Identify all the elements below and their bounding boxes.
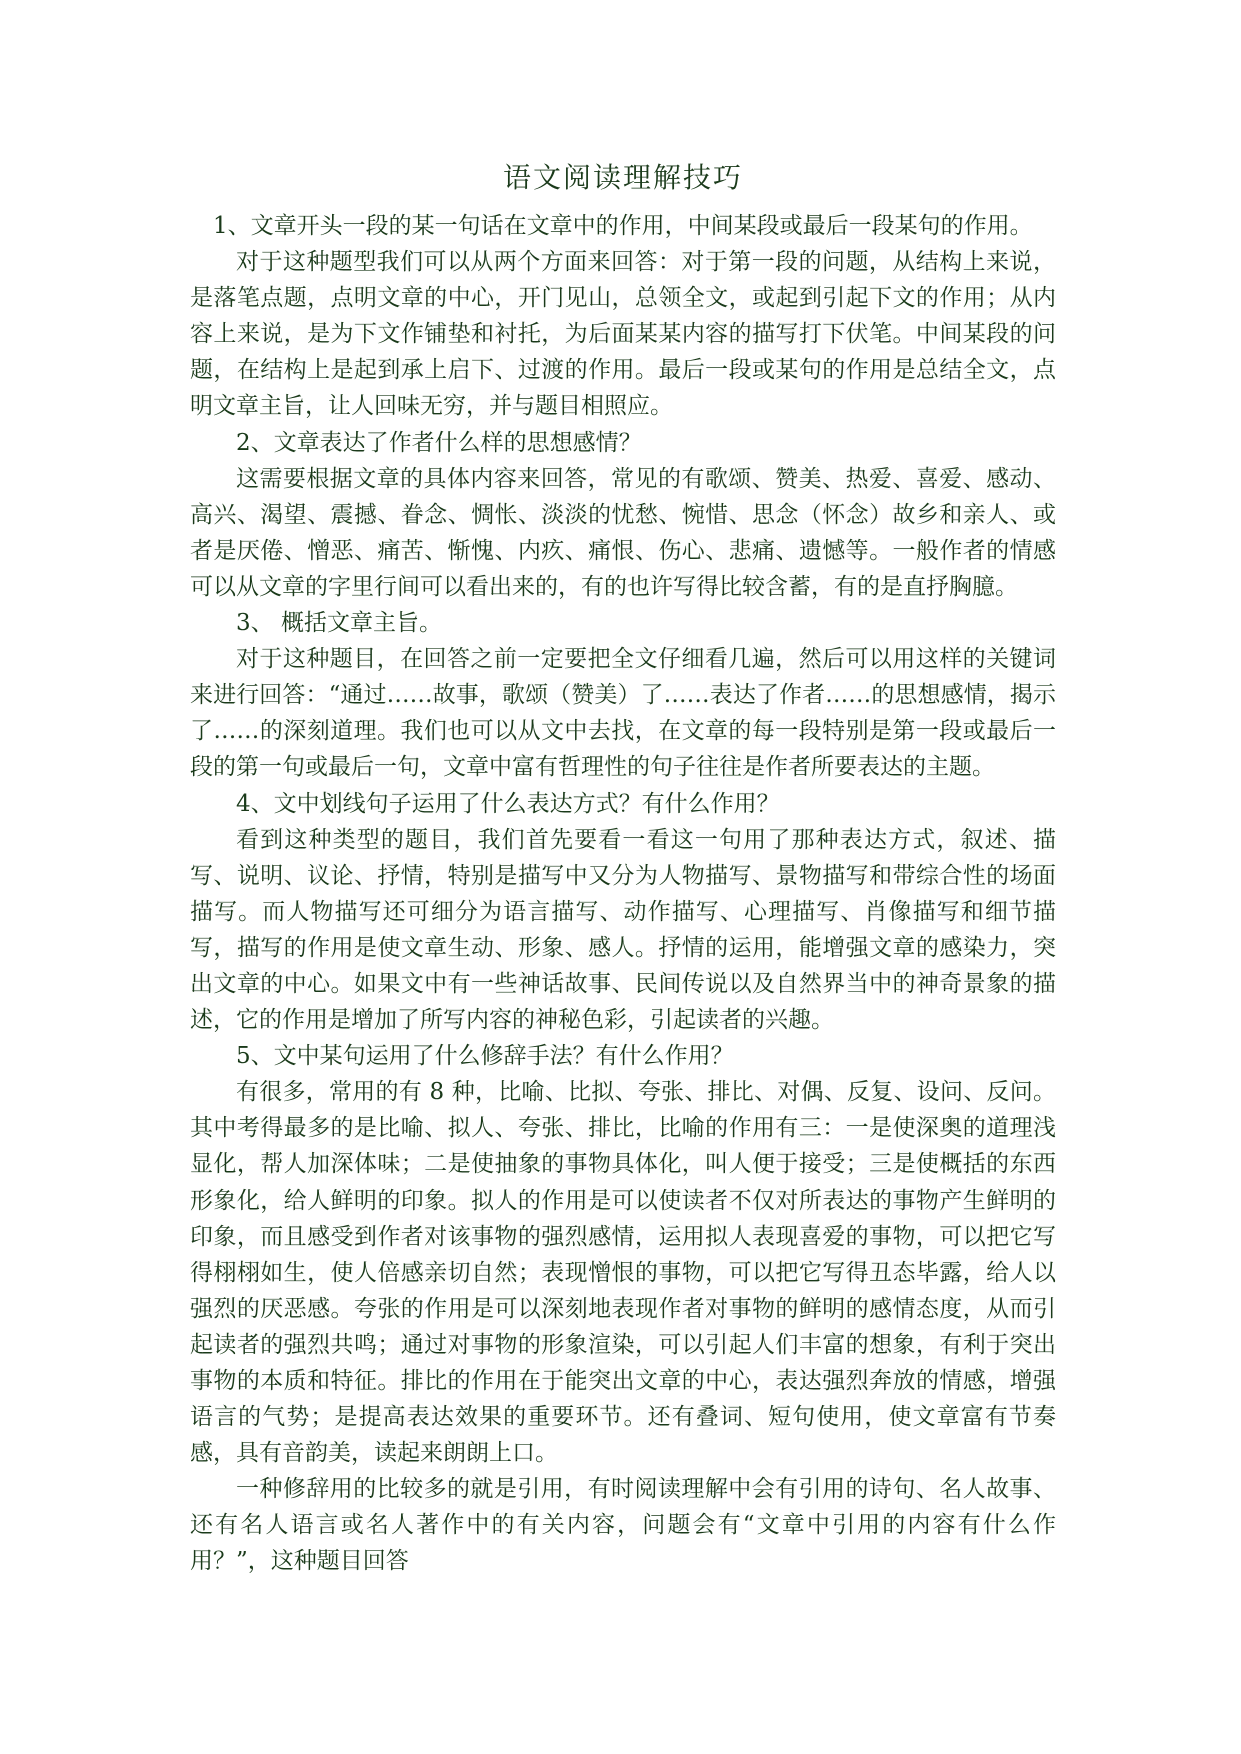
document-page	[190, 158, 1056, 1580]
document-title: 语文阅读理解技巧	[502, 161, 743, 194]
answer-1-paragraph: 对于这种题型我们可以从两个方面来回答：对于第一段的问题，从结构上来说，是落笔点题，点明文章的中心，开门见山，总领全文，或起到引起下文的作用；从内容上来说，是为下文作铺垫和衬托，为后面某某内容的描写打下伏笔。中间某段的问题，在结构上是起到承上启下、过渡的作用。最后一段或某句的作用是总结全文，点明文章主旨，让人回味无穷，并与题目相照应。	[190, 249, 1056, 420]
question-3-heading: 3、 概括文章主旨。	[236, 610, 442, 637]
answer-4-paragraph: 看到这种类型的题目，我们首先要看一看这一句用了那种表达方式，叙述、描写、说明、议论、抒情，特别是描写中又分为人物描写、景物描写和带综合性的场面描写。而人物描写还可细分为语言描写、动作描写、心理描写、肖像描写和细节描写，描写的作用是使文章生动、形象、感人。抒情的运用，能增强文章的感染力，突出文章的中心。如果文中有一些神话故事、民间传说以及自然界当中的神奇景象的描述，它的作用是增加了所写内容的神秘色彩，引起读者的兴趣。	[190, 826, 1056, 1034]
question-1-heading: 1、文章开头一段的某一句话在文章中的作用，中间某段或最后一段某句的作用。	[213, 213, 1033, 239]
answer-3-paragraph: 对于这种题目，在回答之前一定要把全文仔细看几遍，然后可以用这样的关键词来进行回答：“通过……故事，歌颂（赞美）了……表达了作者……的思想感情，揭示了……的深刻道理。我们也可以从文中去找，在文章的每一段特别是第一段或最后一段的第一句或最后一句，文章中富有哲理性的句子往往是作者所要表达的主题。	[190, 646, 1056, 781]
answer-2-paragraph: 这需要根据文章的具体内容来回答，常见的有歌颂、赞美、热爱、喜爱、感动、高兴、渴望、震撼、眷念、惆怅、淡淡的忧愁、惋惜、思念（怀念）故乡和亲人、或者是厌倦、憎恶、痛苦、惭愧、内疚、痛恨、伤心、悲痛、遗憾等。一般作者的情感可以从文章的字里行间可以看出来的，有的也许写得比较含蓄，有的是直抒胸臆。	[190, 465, 1056, 600]
quotation-paragraph: 一种修辞用的比较多的就是引用，有时阅读理解中会有引用的诗句、名人故事、还有名人语言或名人著作中的有关内容，问题会有“文章中引用的内容有什么作用？”，这种题目回答	[190, 1476, 1056, 1575]
question-2-heading: 2、文章表达了作者什么样的思想感情？	[236, 429, 642, 456]
answer-5-paragraph: 有很多，常用的有 8 种，比喻、比拟、夸张、排比、对偶、反复、设问、反问。其中考得最多的是比喻、拟人、夸张、排比，比喻的作用有三：一是使深奥的道理浅显化，帮人加深体味；二是使抽象的事物具体化，叫人便于接受；三是使概括的东西形象化，给人鲜明的印象。拟人的作用是可以使读者不仅对所表达的事物产生鲜明的印象，而且感受到作者对该事物的强烈感情，运用拟人表现喜爱的事物，可以把它写得栩栩如生，使人倍感亲切自然；表现憎恨的事物，可以把它写得丑态毕露，给人以强烈的厌恶感。夸张的作用是可以深刻地表现作者对事物的鲜明的感情态度，从而引起读者的强烈共鸣；通过对事物的形象渲染，可以引起人们丰富的想象，有利于突出事物的本质和特征。排比的作用在于能突出文章的中心，表达强烈奔放的情感，增强语言的气势；是提高表达效果的重要环节。还有叠词、短句使用，使文章富有节奏感，具有音韵美，读起来朗朗上口。	[190, 1079, 1056, 1467]
question-4-heading: 4、文中划线句子运用了什么表达方式？有什么作用？	[236, 790, 780, 817]
question-5-heading: 5、文中某句运用了什么修辞手法？有什么作用？	[236, 1043, 734, 1070]
